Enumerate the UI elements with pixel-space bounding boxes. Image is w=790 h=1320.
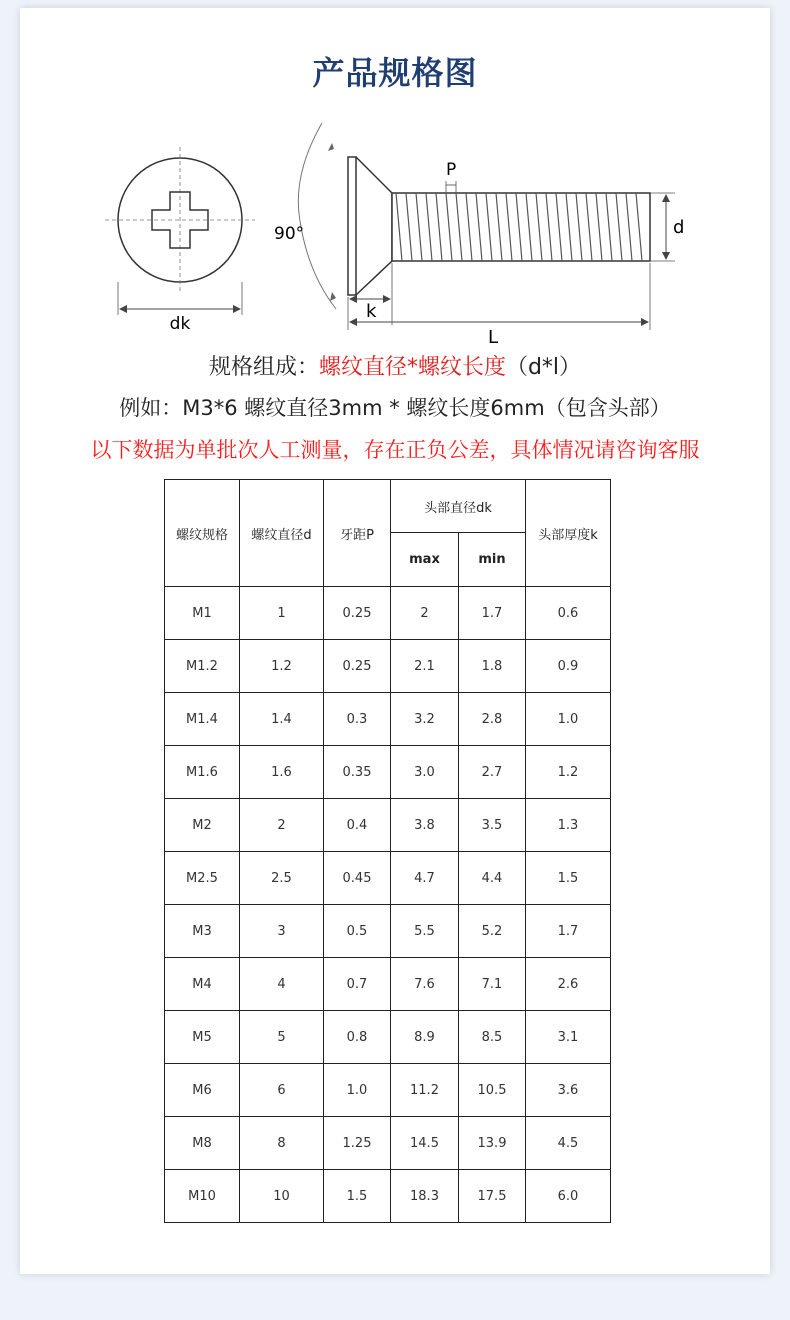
- cell-spec: M8: [165, 1117, 240, 1170]
- cell-head-min: 17.5: [459, 1170, 526, 1223]
- cell-head-thickness: 1.3: [526, 799, 611, 852]
- header-diameter: 螺纹直径d: [240, 480, 324, 587]
- screw-side-view: [274, 123, 684, 348]
- tolerance-notice: 以下数据为单批次人工测量，存在正负公差，具体情况请咨询客服: [90, 438, 700, 462]
- composition-prefix: 规格组成：: [208, 355, 319, 380]
- cell-diameter: 1.6: [240, 746, 324, 799]
- cell-head-thickness: 1.0: [526, 693, 611, 746]
- cell-head-thickness: 0.6: [526, 587, 611, 640]
- cell-spec: M4: [165, 958, 240, 1011]
- screw-diagram: [0, 115, 790, 350]
- table-row: [165, 587, 611, 640]
- cell-diameter: 2: [240, 799, 324, 852]
- cell-pitch: 0.35: [324, 746, 391, 799]
- cell-head-min: 8.5: [459, 1011, 526, 1064]
- cell-spec: M2: [165, 799, 240, 852]
- composition-highlight: 螺纹直径*螺纹长度: [318, 355, 506, 380]
- cell-head-max: 8.9: [391, 1011, 459, 1064]
- cell-head-min: 5.2: [459, 905, 526, 958]
- cell-diameter: 8: [240, 1117, 324, 1170]
- cell-head-thickness: 1.2: [526, 746, 611, 799]
- cell-pitch: 0.45: [324, 852, 391, 905]
- cell-pitch: 0.25: [324, 587, 391, 640]
- spec-table: [164, 479, 611, 1223]
- cell-head-min: 2.7: [459, 746, 526, 799]
- cell-head-max: 3.8: [391, 799, 459, 852]
- cell-diameter: 1.2: [240, 640, 324, 693]
- cell-head-thickness: 2.6: [526, 958, 611, 1011]
- header-min: min: [459, 533, 526, 587]
- spec-composition: [0, 350, 790, 381]
- cell-pitch: 0.25: [324, 640, 391, 693]
- cell-diameter: 1.4: [240, 693, 324, 746]
- table-row: [165, 799, 611, 852]
- cell-pitch: 0.7: [324, 958, 391, 1011]
- cell-spec: M1.2: [165, 640, 240, 693]
- head-top-view: [105, 147, 255, 334]
- cell-head-max: 11.2: [391, 1064, 459, 1117]
- cell-head-thickness: 0.9: [526, 640, 611, 693]
- cell-diameter: 5: [240, 1011, 324, 1064]
- cell-pitch: 0.5: [324, 905, 391, 958]
- spec-example: 例如：M3*6 螺纹直径3mm * 螺纹长度6mm（包含头部）: [119, 396, 671, 420]
- cell-pitch: 1.25: [324, 1117, 391, 1170]
- cell-diameter: 4: [240, 958, 324, 1011]
- cell-head-max: 2.1: [391, 640, 459, 693]
- cell-pitch: 0.4: [324, 799, 391, 852]
- cell-spec: M2.5: [165, 852, 240, 905]
- label-l: L: [488, 327, 499, 348]
- cell-pitch: 0.8: [324, 1011, 391, 1064]
- table-row: [165, 1011, 611, 1064]
- composition-suffix: （d*l）: [505, 355, 582, 380]
- cell-diameter: 3: [240, 905, 324, 958]
- table-row: [165, 693, 611, 746]
- cell-head-min: 13.9: [459, 1117, 526, 1170]
- table-row: [165, 640, 611, 693]
- cell-head-min: 10.5: [459, 1064, 526, 1117]
- spec-table-body: [165, 587, 611, 1223]
- cell-head-max: 18.3: [391, 1170, 459, 1223]
- header-pitch: 牙距P: [324, 480, 391, 587]
- cell-head-min: 2.8: [459, 693, 526, 746]
- cell-head-max: 5.5: [391, 905, 459, 958]
- cell-spec: M5: [165, 1011, 240, 1064]
- table-row: [165, 746, 611, 799]
- cell-head-max: 14.5: [391, 1117, 459, 1170]
- cell-head-thickness: 1.5: [526, 852, 611, 905]
- cell-head-max: 3.0: [391, 746, 459, 799]
- cell-head-thickness: 6.0: [526, 1170, 611, 1223]
- cell-diameter: 2.5: [240, 852, 324, 905]
- cell-pitch: 1.0: [324, 1064, 391, 1117]
- cell-pitch: 1.5: [324, 1170, 391, 1223]
- cell-head-min: 4.4: [459, 852, 526, 905]
- cell-head-min: 1.8: [459, 640, 526, 693]
- cell-spec: M1: [165, 587, 240, 640]
- cell-head-max: 3.2: [391, 693, 459, 746]
- cell-head-max: 7.6: [391, 958, 459, 1011]
- header-spec: 螺纹规格: [165, 480, 240, 587]
- cell-head-min: 3.5: [459, 799, 526, 852]
- cell-head-max: 4.7: [391, 852, 459, 905]
- table-row: [165, 1117, 611, 1170]
- table-row: [165, 905, 611, 958]
- cell-pitch: 0.3: [324, 693, 391, 746]
- page-title: 产品规格图: [312, 54, 478, 92]
- cell-head-thickness: 4.5: [526, 1117, 611, 1170]
- cell-diameter: 6: [240, 1064, 324, 1117]
- header-head-diameter: 头部直径dk: [391, 480, 526, 533]
- cell-head-min: 1.7: [459, 587, 526, 640]
- table-row: [165, 1064, 611, 1117]
- label-angle: 90°: [274, 224, 305, 244]
- label-p: P: [446, 160, 457, 180]
- cell-spec: M6: [165, 1064, 240, 1117]
- header-max: max: [391, 533, 459, 587]
- label-d: d: [673, 217, 685, 238]
- header-head-thickness: 头部厚度k: [526, 480, 611, 587]
- cell-diameter: 10: [240, 1170, 324, 1223]
- cell-head-min: 7.1: [459, 958, 526, 1011]
- table-row: [165, 852, 611, 905]
- cell-head-thickness: 3.1: [526, 1011, 611, 1064]
- cell-spec: M1.6: [165, 746, 240, 799]
- cell-diameter: 1: [240, 587, 324, 640]
- cell-spec: M3: [165, 905, 240, 958]
- cell-spec: M1.4: [165, 693, 240, 746]
- cell-head-max: 2: [391, 587, 459, 640]
- cell-spec: M10: [165, 1170, 240, 1223]
- label-k: k: [366, 301, 377, 322]
- cell-head-thickness: 3.6: [526, 1064, 611, 1117]
- table-row: [165, 958, 611, 1011]
- label-dk: dk: [169, 314, 191, 334]
- cell-head-thickness: 1.7: [526, 905, 611, 958]
- table-row: [165, 1170, 611, 1223]
